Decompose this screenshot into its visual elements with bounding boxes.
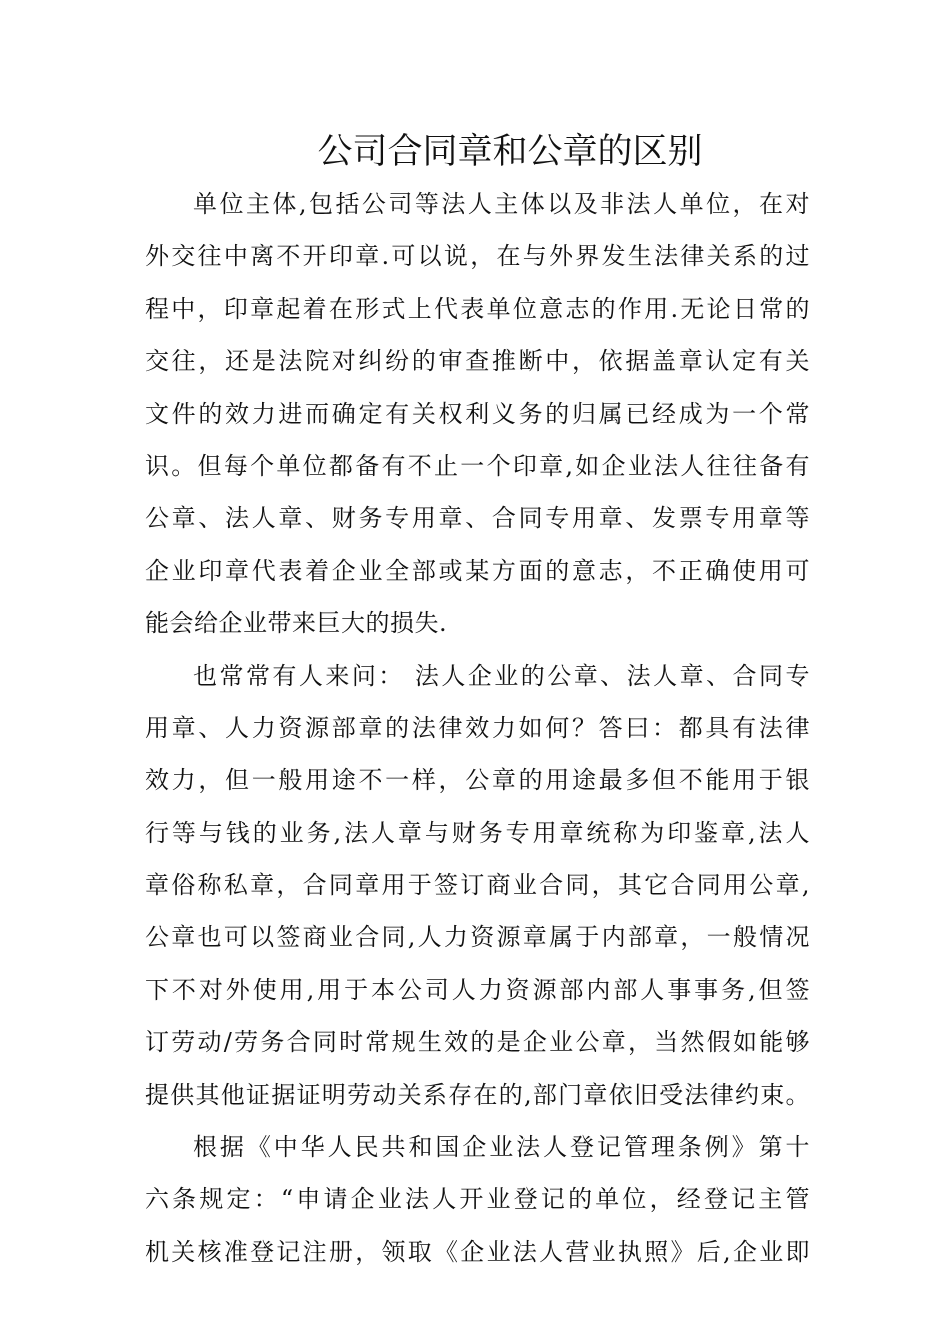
body-line: 行等与钱的业务,法人章与财务专用章统称为印鉴章,法人 — [145, 818, 810, 847]
body-line: 文件的效力进而确定有关权利义务的归属已经成为一个常 — [145, 399, 810, 428]
body-line: 章俗称私章，合同章用于签订商业合同，其它合同用公章, — [145, 871, 810, 900]
body-line: 机关核准登记注册，领取《企业法人营业执照》后,企业即 — [145, 1237, 810, 1266]
body-line: 程中，印章起着在形式上代表单位意志的作用.无论日常的 — [145, 294, 810, 323]
body-line: 外交往中离不开印章.可以说，在与外界发生法律关系的过 — [145, 242, 810, 271]
body-line: 企业印章代表着企业全部或某方面的意志，不正确使用可 — [145, 556, 810, 585]
body-line: 下不对外使用,用于本公司人力资源部内部人事事务,但签 — [145, 975, 810, 1004]
body-line: 也常常有人来问： 法人企业的公章、法人章、合同专 — [193, 661, 810, 690]
body-line: 提供其他证据证明劳动关系存在的,部门章依旧受法律约束。 — [145, 1080, 810, 1109]
body-line: 公章也可以签商业合同,人力资源章属于内部章，一般情况 — [145, 923, 810, 952]
body-line: 六条规定：“申请企业法人开业登记的单位，经登记主管 — [145, 1185, 810, 1214]
document-title: 公司合同章和公章的区别 — [317, 132, 703, 172]
body-line: 能会给企业带来巨大的损失. — [145, 609, 448, 638]
body-line: 公章、法人章、财务专用章、合同专用章、发票专用章等 — [145, 504, 810, 533]
body-line: 用章、人力资源部章的法律效力如何？答曰：都具有法律 — [145, 713, 810, 742]
body-line: 识。但每个单位都备有不止一个印章,如企业法人往往备有 — [145, 451, 810, 480]
body-line: 交往，还是法院对纠纷的审查推断中，依据盖章认定有关 — [145, 347, 810, 376]
body-line: 单位主体,包括公司等法人主体以及非法人单位，在对 — [193, 190, 810, 218]
body-line: 根据《中华人民共和国企业法人登记管理条例》第十 — [193, 1133, 810, 1162]
document-body — [145, 178, 810, 1278]
body-line: 订劳动/劳务合同时常规生效的是企业公章，当然假如能够 — [145, 1028, 810, 1057]
body-line: 效力，但一般用途不一样，公章的用途最多但不能用于银 — [145, 766, 810, 795]
